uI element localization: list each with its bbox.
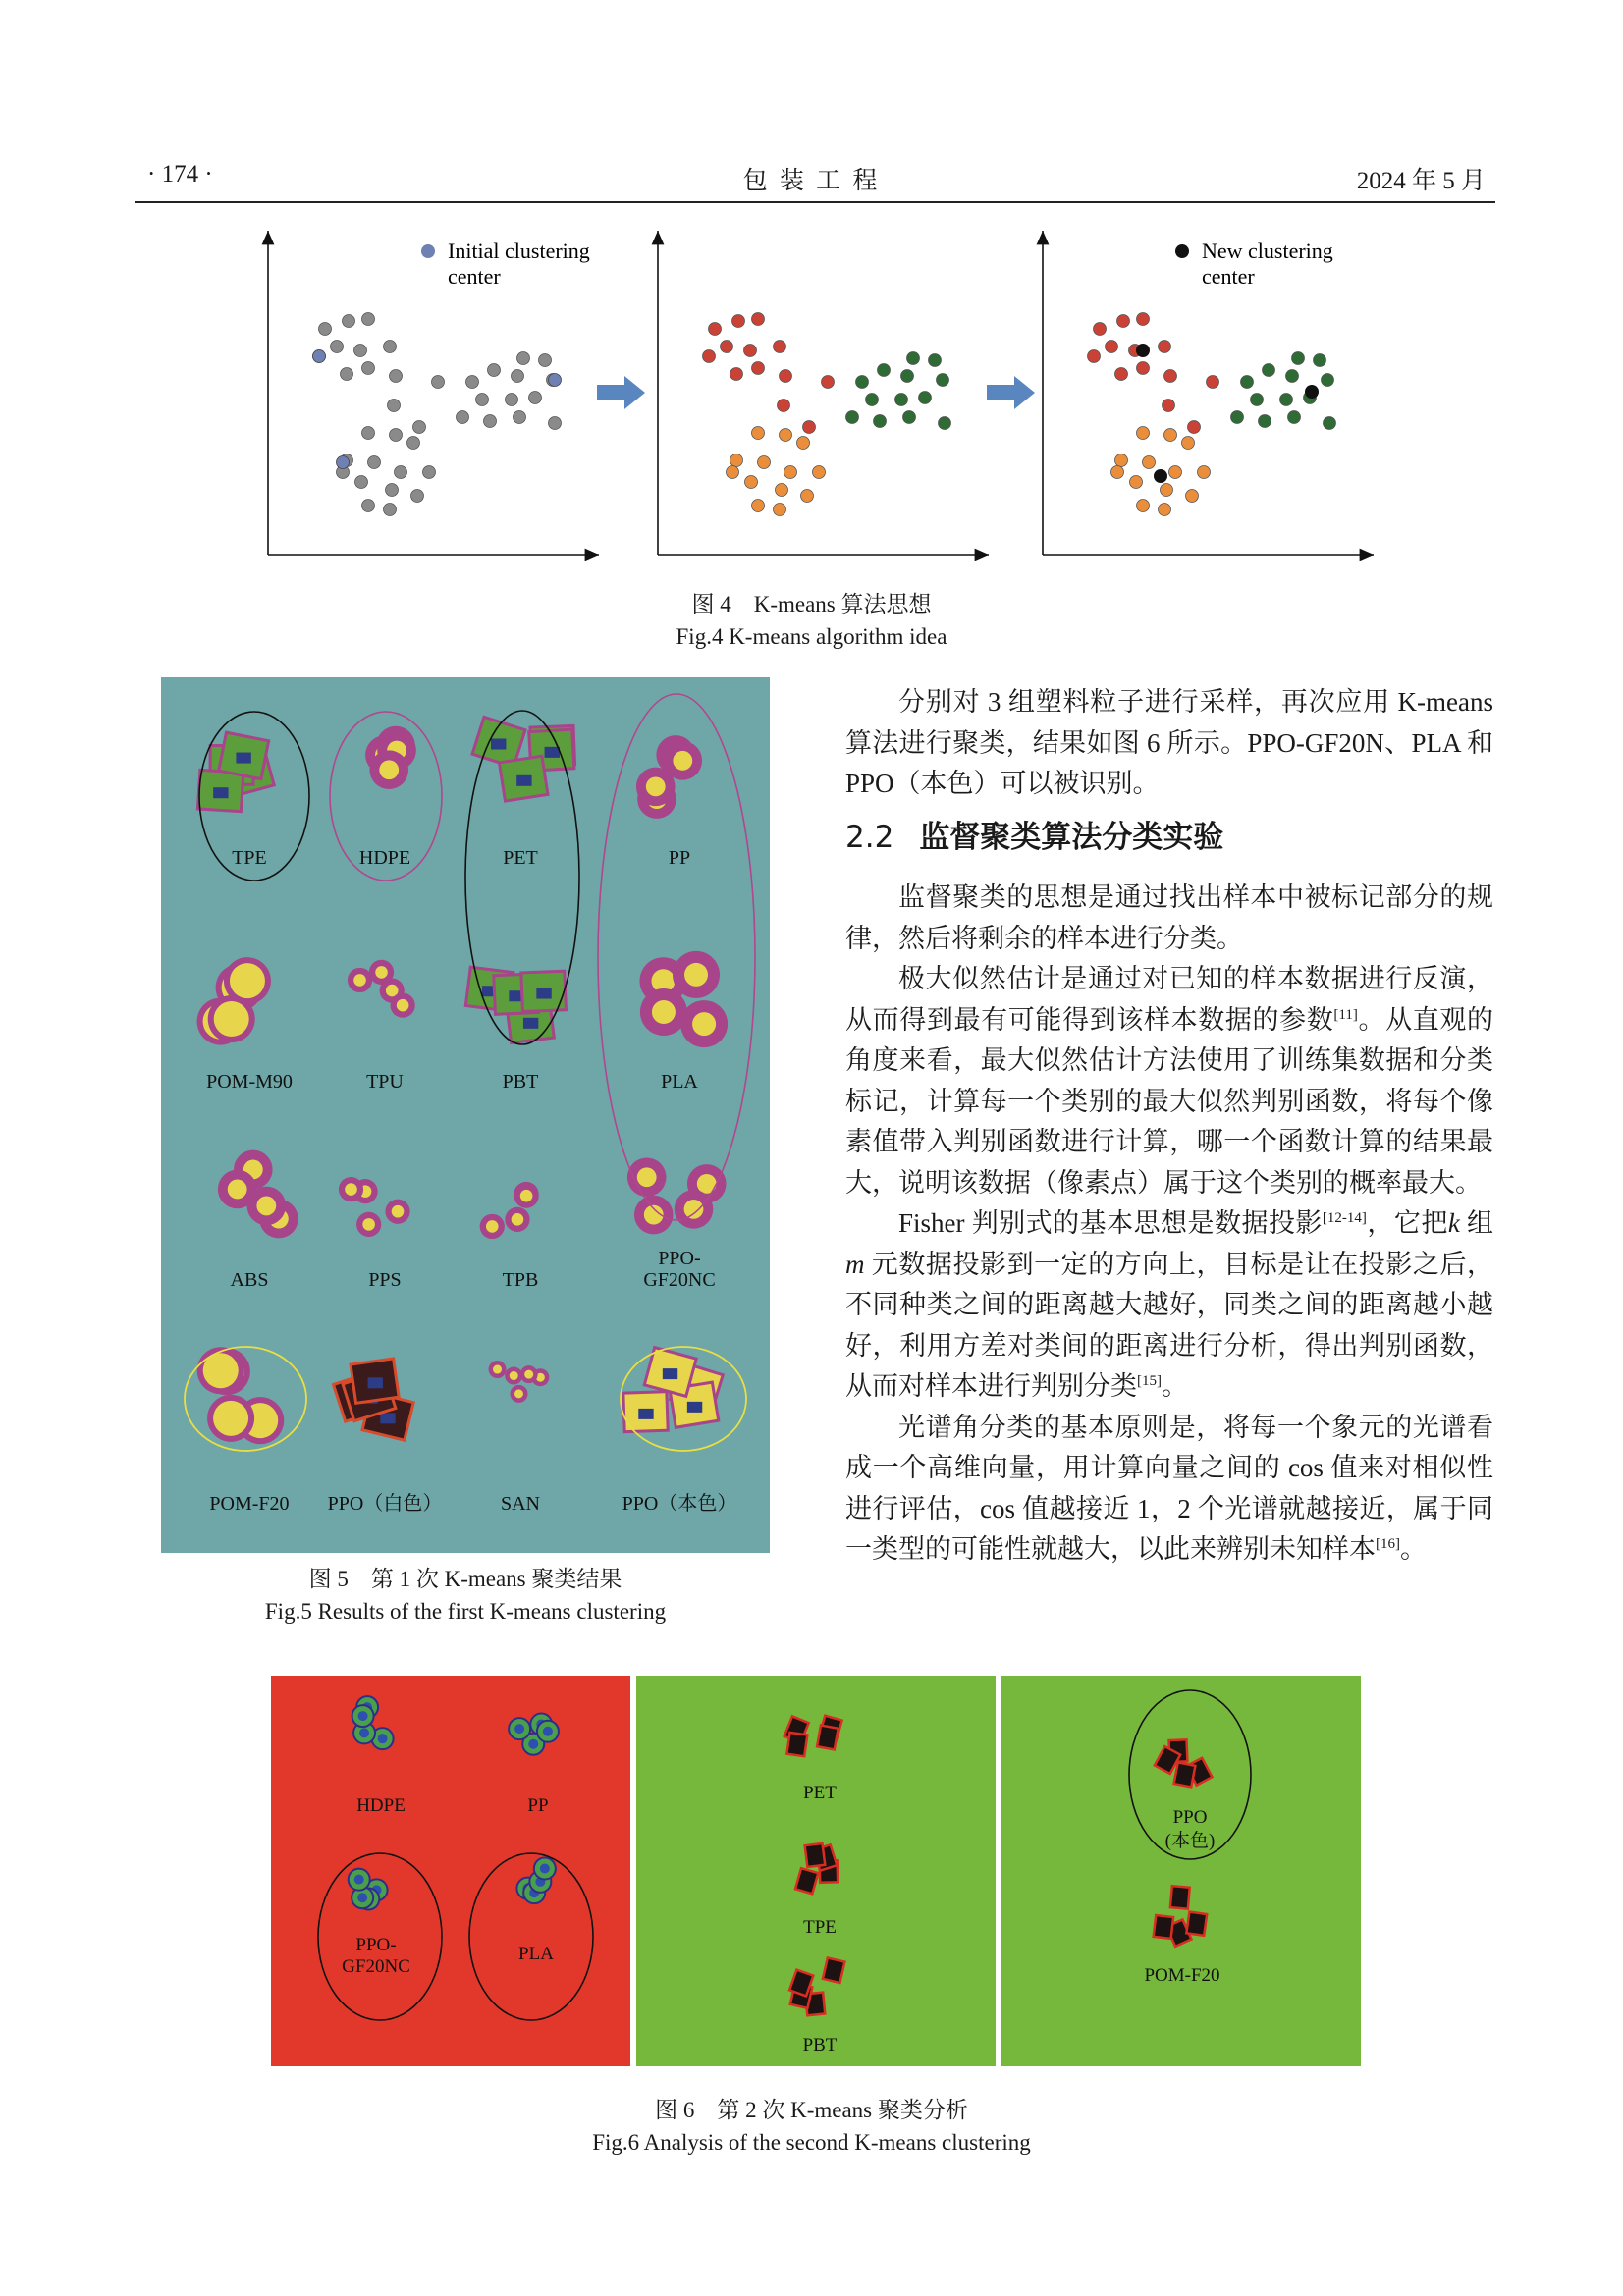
label-ppo-gf20nc-line1: PPO-: [658, 1248, 701, 1269]
citation: [16]: [1376, 1536, 1400, 1552]
fig6-panel-green-2: [1001, 1676, 1361, 2066]
scatter-point: [517, 352, 530, 365]
scatter-point: [1231, 411, 1244, 424]
scatter-point: [368, 456, 381, 469]
scatter-point: [744, 345, 757, 357]
scatter-point: [512, 370, 524, 383]
scatter-point: [362, 362, 375, 375]
scatter-point: [488, 364, 501, 377]
scatter-point: [1143, 456, 1156, 469]
section-heading: [845, 812, 1223, 856]
scatter-point: [895, 394, 908, 406]
scatter-point: [803, 421, 816, 434]
particle-core: [543, 1727, 553, 1736]
scatter-point: [1137, 313, 1150, 326]
scatter-point: [780, 429, 792, 442]
scatter-point: [1137, 362, 1150, 375]
scatter-point: [727, 466, 739, 479]
fig6-caption-en: Fig.6 Analysis of the second K-means clustering: [592, 2130, 1031, 2155]
scatter-point: [1137, 427, 1150, 440]
particle-core: [357, 1893, 367, 1902]
particle-core: [362, 1218, 375, 1231]
scatter-point: [878, 364, 891, 377]
body-paragraph-1: 分别对 3 组塑料粒子进行采样，再次应用 K-means 算法进行聚类，结果如图 6 所示。PPO-GF20N、PLA 和 PPO（本色）可以被识别。: [845, 687, 1493, 798]
fig6-label-pom-f20: POM-F20: [1144, 1965, 1220, 1986]
scatter-point: [1186, 490, 1199, 503]
scatter-point: [1259, 415, 1271, 428]
journal-title: 包 装 工 程: [742, 168, 881, 194]
fig4-caption-en: Fig.4 K-means algorithm idea: [676, 624, 947, 649]
fig6-label-pla: PLA: [518, 1944, 554, 1964]
figure-5: [161, 677, 770, 1553]
scatter-point: [1159, 504, 1171, 516]
citation: [11]: [1333, 1006, 1358, 1023]
particle: [1186, 1912, 1207, 1936]
scatter-point: [874, 415, 887, 428]
particle-core: [684, 963, 708, 987]
particle-label: PP: [668, 847, 691, 869]
particle-core: [652, 1000, 676, 1024]
scatter-point: [1117, 315, 1130, 328]
particle-label: PET: [503, 847, 538, 869]
particle-label: TPU: [366, 1071, 404, 1093]
scatter-point: [752, 362, 765, 375]
particle-core: [646, 776, 666, 796]
particle-core: [523, 1018, 538, 1029]
particle-core: [520, 1190, 533, 1202]
scatter-point: [774, 504, 786, 516]
scatter-point: [774, 341, 786, 353]
particle-core: [380, 1413, 395, 1423]
scatter-point: [730, 368, 743, 381]
scatter-point: [362, 427, 375, 440]
legend-new-line1: New clustering: [1202, 239, 1333, 263]
scatter-point: [745, 476, 758, 489]
scatter-point: [390, 429, 403, 442]
issue-date: 2024 年 5 月: [1356, 168, 1486, 194]
new-center-point: [1136, 344, 1150, 357]
particle-core: [493, 1365, 502, 1374]
scatter-point: [919, 392, 932, 404]
particle-core: [214, 1001, 249, 1037]
scatter-point: [866, 394, 879, 406]
legend-new-line2: center: [1202, 264, 1255, 289]
particle-core: [359, 1728, 369, 1737]
particle-core: [378, 1734, 388, 1743]
scatter-point: [395, 466, 407, 479]
scatter-point: [341, 368, 353, 381]
scatter-point: [903, 411, 916, 424]
particle-label: POM-F20: [209, 1493, 290, 1515]
particle-label: ABS: [230, 1269, 269, 1291]
scatter-point: [362, 313, 375, 326]
legend-initial-line1: Initial clustering: [448, 239, 590, 263]
fig5-caption-en: Fig.5 Results of the first K-means clustering: [264, 1599, 667, 1624]
citation: [15]: [1137, 1373, 1162, 1389]
particle-core: [514, 1389, 523, 1398]
scatter-point: [709, 323, 722, 336]
scatter-point: [386, 484, 399, 497]
scatter-point: [388, 400, 401, 412]
particle: [1174, 1762, 1196, 1787]
particle-core: [354, 1875, 364, 1885]
scatter-point: [778, 400, 790, 412]
particle-label: PPS: [368, 1269, 402, 1291]
scatter-point: [784, 466, 797, 479]
particle-core: [540, 1864, 550, 1874]
particle-label: PPO（本色）: [622, 1493, 737, 1515]
scatter-point: [1169, 466, 1182, 479]
scatter-point: [1130, 476, 1143, 489]
fig6-label-ppo-gf20nc-2: GF20NC: [342, 1956, 410, 1977]
particle-core: [684, 1200, 704, 1219]
body-text-block: [845, 878, 1493, 1571]
particle-core: [514, 1724, 524, 1734]
legend-initial-line2: center: [448, 264, 501, 289]
scatter-point: [514, 411, 526, 424]
scatter-point: [732, 315, 745, 328]
panel-arrow-1: [597, 376, 645, 409]
particle-core: [345, 1183, 357, 1196]
legend-new-marker: [1175, 244, 1189, 258]
scatter-point: [413, 421, 426, 434]
particle-core: [692, 1012, 716, 1036]
scatter-point: [529, 392, 542, 404]
particle-core: [358, 1711, 368, 1721]
scatter-point: [1292, 352, 1305, 365]
scatter-point: [730, 454, 743, 467]
particle-core: [353, 974, 366, 987]
particle-core: [536, 988, 551, 999]
particle-core: [528, 1739, 538, 1749]
scatter-point: [466, 376, 479, 389]
particle-core: [524, 1370, 533, 1379]
scatter-point: [776, 484, 788, 497]
paragraph-supervised: 监督聚类的思想是通过找出样本中被标记部分的规律，然后将剩余的样本进行分类。: [845, 882, 1493, 953]
scatter-point: [929, 354, 942, 367]
particle-core: [256, 1197, 276, 1216]
scatter-point: [937, 374, 949, 387]
scatter-point: [1207, 376, 1219, 389]
scatter-point: [703, 350, 716, 363]
paragraph-spectral-angle: 光谱角分类的基本原则是，将每一个象元的光谱看成一个高维向量，用计算向量之间的 cos 值来对相似性进行评估，cos 值越接近 1，2 个光谱就越接近，属于同一类型的可能性就越大，以此来辨别未知样本[16]。: [845, 1412, 1493, 1564]
scatter-point: [1115, 454, 1128, 467]
scatter-point: [1198, 466, 1211, 479]
scatter-point: [1094, 323, 1107, 336]
initial-center-point: [337, 456, 350, 469]
scatter-point: [1322, 374, 1334, 387]
fig6-label-pbt: PBT: [802, 2035, 838, 2056]
particle-core: [213, 1401, 248, 1436]
scatter-point: [539, 354, 552, 367]
particle-core: [368, 1377, 383, 1388]
section-title: 监督聚类算法分类实验: [919, 820, 1224, 855]
initial-center-point: [313, 350, 326, 363]
scatter-point: [1137, 500, 1150, 512]
particle: [817, 1726, 839, 1750]
scatter-point: [846, 411, 859, 424]
fig6-label-tpe: TPE: [803, 1917, 837, 1938]
citation: [12-14]: [1322, 1210, 1367, 1226]
scatter-point: [1088, 350, 1101, 363]
paragraph-max-likelihood: 极大似然估计是通过对已知的样本数据进行反演，从而得到最有可能得到该样本数据的参数[11]。从直观的角度来看，最大似然估计方法使用了训练集数据和分类标记，计算每一个类别的最大似然判别函数，将每个像素值带入判别函数进行计算，哪一个函数计算的结果最大，说明该数据（像素点）属于这个类别的概率最大。: [845, 964, 1494, 1198]
fig6-label-pet: PET: [803, 1783, 837, 1803]
scatter-point: [423, 466, 436, 479]
new-center-point: [1154, 469, 1167, 483]
scatter-point: [1164, 429, 1177, 442]
fig4-caption-cn: 图 4 K-means 算法思想: [691, 592, 932, 616]
scatter-point: [752, 500, 765, 512]
particle-core: [486, 1220, 499, 1233]
new-center-point: [1305, 385, 1319, 399]
particle-core: [663, 1368, 677, 1379]
scatter-point: [1324, 417, 1336, 430]
scatter-point: [1188, 421, 1201, 434]
particle-core: [392, 1205, 405, 1218]
figure-6: [271, 1676, 1361, 2066]
scatter-point: [1161, 484, 1173, 497]
scatter-point: [1314, 354, 1326, 367]
scatter-point: [1111, 466, 1124, 479]
fig6-label-ppo-gf20nc-1: PPO-: [355, 1935, 397, 1955]
scatter-point: [476, 394, 489, 406]
scatter-point: [331, 341, 344, 353]
scatter-point: [457, 411, 469, 424]
fig6-label-pp: PP: [527, 1795, 549, 1816]
scatter-point: [1164, 370, 1177, 383]
particle-label: POM-M90: [206, 1071, 293, 1093]
scatter-point: [752, 313, 765, 326]
scatter-point: [1286, 370, 1299, 383]
scatter-point: [901, 370, 914, 383]
particle-core: [638, 1409, 653, 1419]
particle-core: [516, 775, 531, 786]
scatter-point: [752, 427, 765, 440]
scatter-point: [319, 323, 332, 336]
scatter-point: [1182, 437, 1195, 450]
scatter-point: [907, 352, 920, 365]
particle-core: [673, 751, 692, 771]
scatter-point: [362, 500, 375, 512]
scatter-point: [484, 415, 497, 428]
scatter-point: [780, 370, 792, 383]
paragraph-fisher: Fisher 判别式的基本思想是数据投影[12-14]，它把k 组 m 元数据投影到一定的方向上，目标是让在投影之后，不同种类之间的距离越大越好，同类之间的距离越小越好，利用方差对类间的距离进行分析，得出判别函数，从而对样本进行判别分类[15]。: [845, 1208, 1494, 1401]
particle-core: [491, 739, 506, 750]
scatter-point: [355, 476, 368, 489]
fig6-label-hdpe: HDPE: [356, 1795, 406, 1816]
scatter-point: [758, 456, 771, 469]
fig6-label-ppo-natural-1: PPO: [1172, 1807, 1208, 1828]
particle-core: [510, 1371, 518, 1380]
label-ppo-gf20nc-line2: GF20NC: [643, 1269, 716, 1291]
scatter-point: [384, 341, 397, 353]
particle-core: [375, 966, 388, 979]
scatter-point: [384, 504, 397, 516]
scatter-point: [1163, 400, 1175, 412]
particle-core: [379, 760, 399, 779]
particle-label: HDPE: [358, 847, 411, 869]
scatter-point: [822, 376, 835, 389]
scatter-point: [1263, 364, 1275, 377]
particle: [805, 1843, 826, 1867]
particle-label: SAN: [500, 1493, 541, 1515]
particle-core: [213, 787, 228, 798]
scatter-point: [1288, 411, 1301, 424]
scatter-point: [1106, 341, 1118, 353]
particle-core: [230, 963, 265, 998]
scatter-point: [813, 466, 826, 479]
particle: [823, 1957, 845, 1982]
scatter-point: [1159, 341, 1171, 353]
fig5-caption-cn: 图 5 第 1 次 K-means 聚类结果: [308, 1567, 622, 1591]
scatter-point: [1280, 394, 1293, 406]
scatter-point: [1241, 376, 1254, 389]
particle-core: [397, 999, 409, 1012]
particle: [786, 1733, 807, 1756]
scatter-point: [801, 490, 814, 503]
scatter-point: [506, 394, 518, 406]
particle-core: [545, 747, 560, 758]
fig6-label-ppo-natural-2: (本色): [1164, 1831, 1216, 1851]
section-number: 2.2: [845, 820, 894, 855]
particle: [1154, 1915, 1173, 1939]
scatter-point: [721, 341, 733, 353]
particle-label: PBT: [502, 1071, 539, 1093]
panel-arrow-2: [987, 376, 1035, 409]
scatter-point: [797, 437, 810, 450]
particle-label: PLA: [661, 1071, 698, 1093]
page-number: · 174 ·: [147, 161, 213, 187]
particle-label: TPE: [232, 847, 267, 869]
scatter-point: [354, 345, 367, 357]
scatter-point: [432, 376, 445, 389]
particle-label: TPB: [502, 1269, 539, 1291]
scatter-point: [407, 437, 420, 450]
particle-core: [236, 753, 250, 764]
scatter-point: [939, 417, 951, 430]
particle-core: [512, 1213, 524, 1226]
particle-core: [637, 1167, 657, 1187]
scatter-point: [1115, 368, 1128, 381]
figure-4: [0, 0, 1623, 589]
scatter-point: [411, 490, 424, 503]
particle-core: [687, 1402, 702, 1413]
particle-core: [228, 1180, 247, 1200]
scatter-point: [549, 417, 562, 430]
fig6-caption-cn: 图 6 第 2 次 K-means 聚类分析: [655, 2098, 968, 2122]
scatter-point: [1251, 394, 1264, 406]
legend-initial-marker: [421, 244, 435, 258]
particle-label: PPO（白色）: [327, 1493, 443, 1515]
particle: [1170, 1886, 1190, 1908]
fig6-panel-red: [271, 1676, 630, 2066]
scatter-point: [856, 376, 869, 389]
scatter-point: [343, 315, 355, 328]
initial-center-point: [549, 374, 562, 387]
scatter-point: [390, 370, 403, 383]
